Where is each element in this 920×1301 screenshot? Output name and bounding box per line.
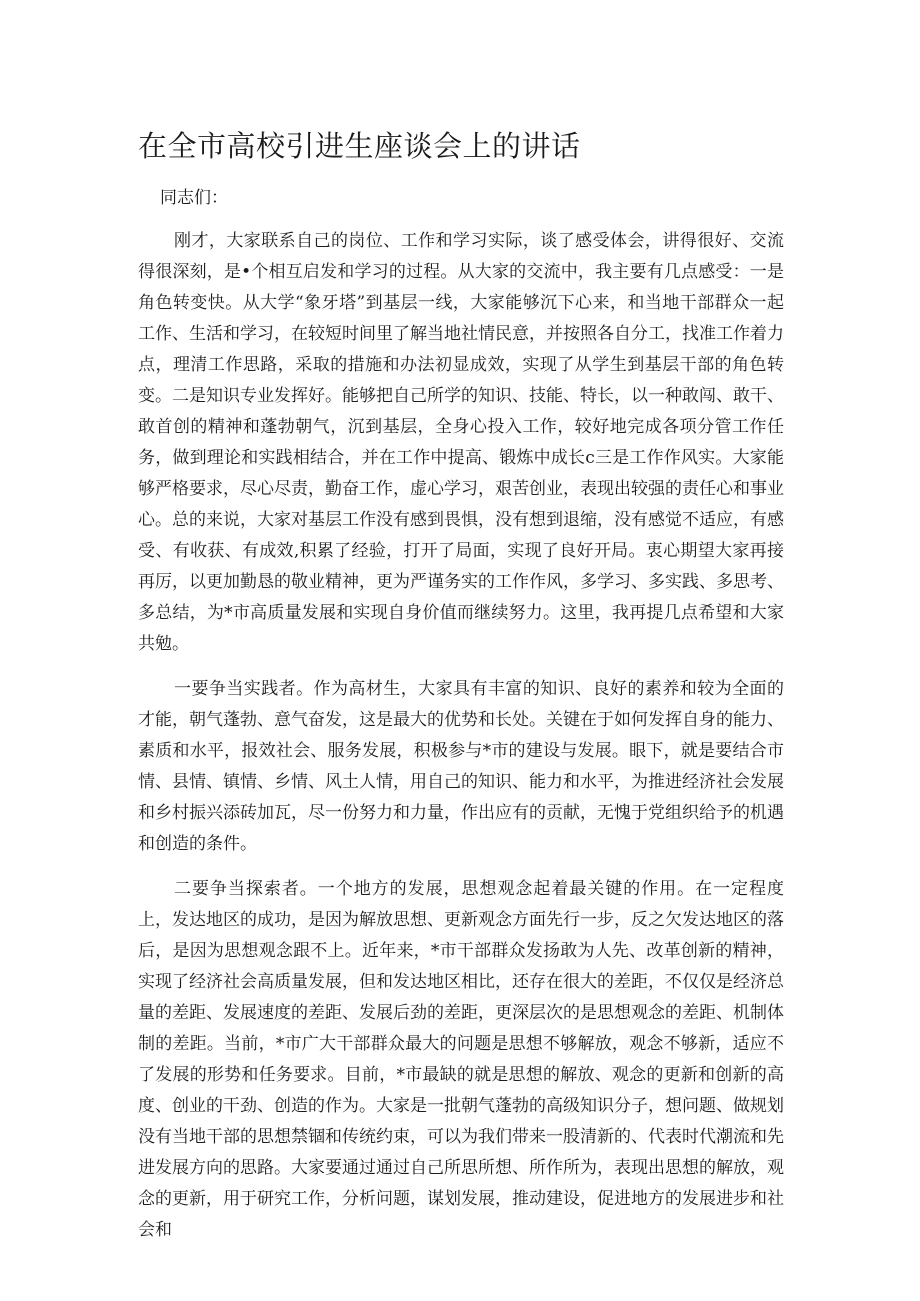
document-title: 在全市高校引进生座谈会上的讲话 — [138, 129, 581, 163]
paragraph-3: 二要争当探索者。一个地方的发展，思想观念起着最关键的作用。在一定程度上，发达地区的成功，是因为解放思想、更新观念方面先行一步，反之欠发达地区的落后，是因为思想观念跟不上。近年来，*市干部群众发扬敢为人先、改革创新的精神，实现了经济社会高质量发展，但和发达地区相比，还存在很大的差距，不仅仅是经济总量的差距、发展速度的差距、发展后劲的差距，更深层次的是思想观念的差距、机制体制的差距。当前，*市广大干部群众最大的问题是思想不够解放，观念不够新，适应不了发展的形势和任务要求。目前，*市最缺的就是思想的解放、观念的更新和创新的高度、创业的干劲、创造的作为。大家是一批朝气蓬勃的高级知识分子，想问题、做规划没有当地干部的思想禁锢和传统约束，可以为我们带来一股清新的、代表时代潮流和先进发展方向的思路。大家要通过通过自己所思所想、所作所为，表现出思想的解放，观念的更新，用于研究工作，分析问题，谋划发展，推动建设，促进地方的发展进步和社会和 — [138, 879, 784, 1240]
salutation: 同志们： — [160, 188, 228, 208]
paragraph-1: 刚才，大家联系自己的岗位、工作和学习实际，谈了感受体会，讲得很好、交流得很深刻，是•个相互启发和学习的过程。从大家的交流中，我主要有几点感受：一是角色转变快。从大学“象牙塔”到基层一线，大家能够沉下心来，和当地干部群众一起工作、生活和学习，在较短时间里了解当地社情民意，并按照各自分工，找准工作着力点，理清工作思路，采取的措施和办法初显成效，实现了从学生到基层干部的角色转变。二是知识专业发挥好。能够把自己所学的知识、技能、特长，以一种敢闯、敢干、敢首创的精神和蓬勃朝气，沉到基层，全身心投入工作，较好地完成各项分管工作任务，做到理论和实践相结合，并在工作中提高、锻炼中成长c三是工作作风实。大家能够严格要求，尽心尽责，勤奋工作，虚心学习，艰苦创业，表现出较强的责任心和事业心。总的来说，大家对基层工作没有感到畏惧，没有想到退缩，没有感觉不适应，有感受、有收获、有成效,积累了经验，打开了局面，实现了良好开局。衷心期望大家再接再厉，以更加勤恳的敬业精神，更为严谨务实的工作作风，多学习、多实践、多思考、多总结，为*市高质量发展和实现自身价值而继续努力。这里，我再提几点希望和大家共勉。 — [138, 231, 784, 654]
paragraph-2: 一要争当实践者。作为高材生，大家具有丰富的知识、良好的素养和较为全面的才能，朝气蓬勃、意气奋发，这是最大的优势和长处。关键在于如何发挥自身的能力、素质和水平，报效社会、服务发展，积极参与*市的建设与发展。眼下，就是要结合市情、县情、镇情、乡情、风土人情，用自己的知识、能力和水平，为推进经济社会发展和乡村振兴添砖加瓦，尽一份努力和力量，作出应有的贡献，无愧于党组织给予的机遇和创造的条件。 — [138, 679, 784, 854]
document-page — [138, 0, 784, 1246]
